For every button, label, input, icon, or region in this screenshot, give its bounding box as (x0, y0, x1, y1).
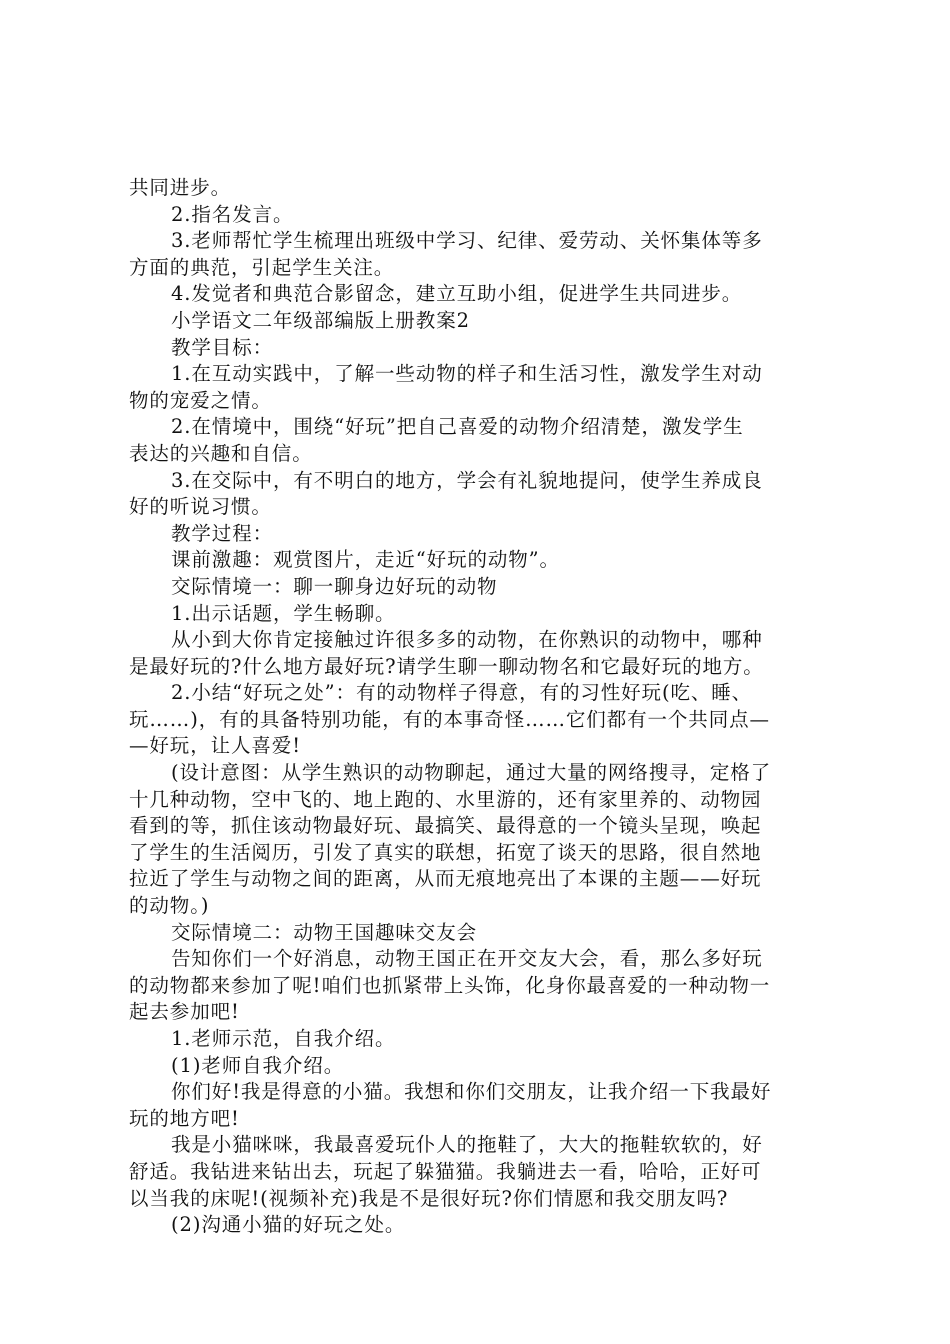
text-line: 4.发觉者和典范合影留念，建立互助小组，促进学生共同进步。 (171, 282, 743, 306)
text-line: 十几种动物，空中飞的、地上跑的、水里游的，还有家里养的、动物园 (129, 787, 762, 811)
text-line: 你们好!我是得意的小猫。我想和你们交朋友，让我介绍一下我最好 (171, 1080, 772, 1104)
text-line: 课前激趣：观赏图片，走近“好玩的动物”。 (171, 548, 560, 572)
text-line: 表达的兴趣和自信。 (129, 441, 313, 465)
text-line: 玩的地方吧! (129, 1106, 240, 1130)
text-line: 共同进步。 (129, 176, 232, 199)
text-line: 方面的典范，引起学生关注。 (129, 255, 395, 279)
text-line: 3.老师帮忙学生梳理出班级中学习、纪律、爱劳动、关怀集体等多 (171, 229, 763, 253)
text-line: 拉近了学生与动物之间的距离，从而无痕地亮出了本课的主题——好玩 (129, 867, 762, 891)
text-line: 告知你们一个好消息，动物王国正在开交友大会，看，那么多好玩 (171, 947, 763, 971)
document-body (129, 175, 834, 1239)
text-line: 1.出示话题，学生畅聊。 (171, 601, 396, 625)
text-line: 的动物。) (129, 894, 210, 918)
text-line: 交际情境一：聊一聊身边好玩的动物 (171, 574, 498, 598)
text-line: 教学过程： (171, 521, 274, 545)
text-line: 1.在互动实践中，了解一些动物的样子和生活习性，激发学生对动 (171, 362, 763, 386)
text-line: 玩……)，有的具备特别功能，有的本事奇怪……它们都有一个共同点— (129, 707, 770, 731)
text-line: 以当我的床呢!(视频补充)我是不是很好玩?你们情愿和我交朋友吗? (129, 1186, 729, 1210)
text-line: 看到的等，抓住该动物最好玩、最搞笑、最得意的一个镜头呈现，唤起 (129, 814, 762, 838)
text-line: 了学生的生活阅历，引发了真实的联想，拓宽了谈天的思路，很自然地 (129, 840, 762, 864)
text-line: 2.小结“好玩之处”：有的动物样子得意，有的习性好玩(吃、睡、 (171, 681, 753, 705)
text-line: (1)老师自我介绍。 (171, 1053, 345, 1077)
text-line: 好的听说习惯。 (129, 495, 272, 519)
text-line: 1.老师示范，自我介绍。 (171, 1027, 396, 1050)
text-line: 是最好玩的?什么地方最好玩?请学生聊一聊动物名和它最好玩的地方。 (129, 654, 764, 678)
text-line: 教学目标： (171, 335, 274, 359)
text-line: 舒适。我钻进来钻出去，玩起了躲猫猫。我躺进去一看，哈哈，正好可 (129, 1159, 762, 1183)
text-line: 小学语文二年级部编版上册教案2 (171, 308, 470, 332)
text-line: 3.在交际中，有不明白的地方，学会有礼貌地提问，使学生养成良 (171, 468, 763, 492)
text-line: 我是小猫咪咪，我最喜爱玩仆人的拖鞋了，大大的拖鞋软软的，好 (171, 1133, 763, 1157)
text-line: (设计意图：从学生熟识的动物聊起，通过大量的网络搜寻，定格了 (171, 761, 772, 785)
text-line: (2)沟通小猫的好玩之处。 (171, 1213, 406, 1237)
text-line: 2.指名发言。 (171, 202, 294, 226)
text-line: 2.在情境中，围绕“好玩”把自己喜爱的动物介绍清楚，激发学生 (171, 415, 744, 439)
text-line: 起去参加吧! (129, 1000, 240, 1024)
text-line: 从小到大你肯定接触过许很多多的动物，在你熟识的动物中，哪种 (171, 628, 763, 652)
text-line: 的动物都来参加了呢!咱们也抓紧带上头饰，化身你最喜爱的一种动物一 (129, 973, 771, 997)
text-line: 物的宠爱之情。 (129, 388, 272, 412)
text-line: —好玩，让人喜爱! (129, 734, 301, 758)
text-line: 交际情境二：动物王国趣味交友会 (171, 920, 478, 944)
